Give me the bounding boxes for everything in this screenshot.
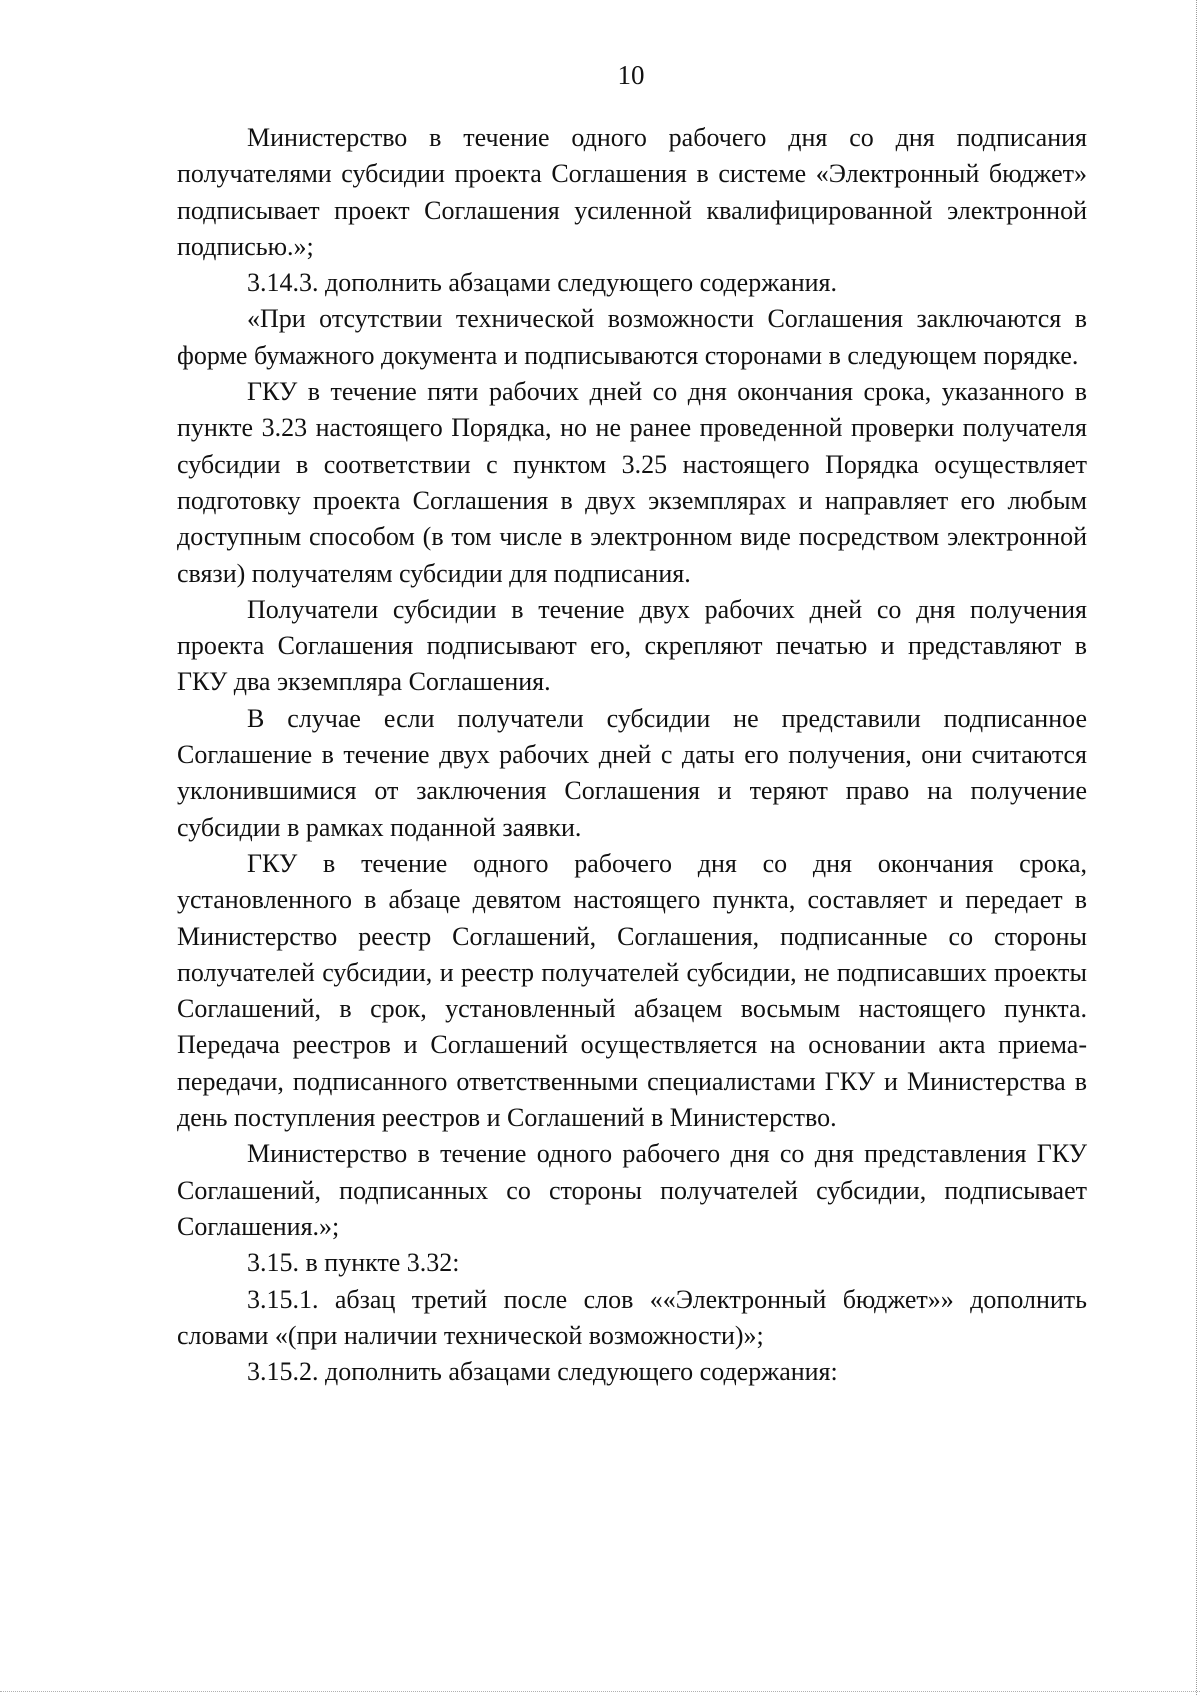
paragraph: 3.15.1. абзац третий после слов ««Электронный бюджет»» дополнить словами «(при наличии технической возможности)»; bbox=[177, 1284, 1087, 1350]
scan-edge-bottom bbox=[0, 1690, 1200, 1692]
document-body bbox=[177, 120, 1087, 1390]
scan-edge-right bbox=[1195, 0, 1197, 1695]
paragraph: Министерство в течение одного рабочего дня со дня подписания получателями субсидии проекта Соглашения в системе «Электронный бюджет» подписывает проект Соглашения усиленной квалифицированной электронной подписью.»; bbox=[177, 123, 1087, 261]
paragraph: В случае если получатели субсидии не представили подписанное Соглашение в течение двух рабочих дней с даты его получения, они считаются уклонившимися от заключения Соглашения и теряют право на получение субсидии в рамках поданной заявки. bbox=[177, 703, 1087, 842]
paragraph: 3.15. в пункте 3.32: bbox=[247, 1248, 460, 1278]
paragraph: 3.15.2. дополнить абзацами следующего содержания: bbox=[247, 1357, 838, 1387]
page-number: 10 bbox=[617, 60, 645, 90]
paragraph: ГКУ в течение одного рабочего дня со дня окончания срока, установленного в абзаце девятом настоящего пункта, составляет и передает в Министерство реестр Соглашений, Соглашения, подписанные со стороны получателей субсидии, и реестр получателей субсидии, не подписавших проекты Соглашений, в срок, установленный абзацем восьмым настоящего пункта. Передача реестров и Соглашений осуществляется на основании акта приема-передачи, подписанного ответственными специалистами ГКУ и Министерства в день поступления реестров и Соглашений в Министерство. bbox=[177, 848, 1087, 1133]
paragraph: 3.14.3. дополнить абзацами следующего содержания. bbox=[247, 268, 838, 298]
paragraph: Получатели субсидии в течение двух рабочих дней со дня получения проекта Соглашения подписывают его, скрепляют печатью и представляют в ГКУ два экземпляра Соглашения. bbox=[177, 594, 1087, 697]
paragraph: Министерство в течение одного рабочего дня со дня представления ГКУ Соглашений, подписанных со стороны получателей субсидии, подписывает Соглашения.»; bbox=[177, 1139, 1087, 1241]
paragraph: «При отсутствии технической возможности Соглашения заключаются в форме бумажного документа и подписываются сторонами в следующем порядке. bbox=[177, 304, 1087, 370]
paragraph: ГКУ в течение пяти рабочих дней со дня окончания срока, указанного в пункте 3.23 настоящего Порядка, но не ранее проведенной проверки получателя субсидии в соответствии с пунктом 3.25 настоящего Порядка осуществляет подготовку проекта Соглашения в двух экземплярах и направляет его любым доступным способом (в том числе в электронном виде посредством электронной связи) получателям субсидии для подписания. bbox=[177, 377, 1087, 588]
